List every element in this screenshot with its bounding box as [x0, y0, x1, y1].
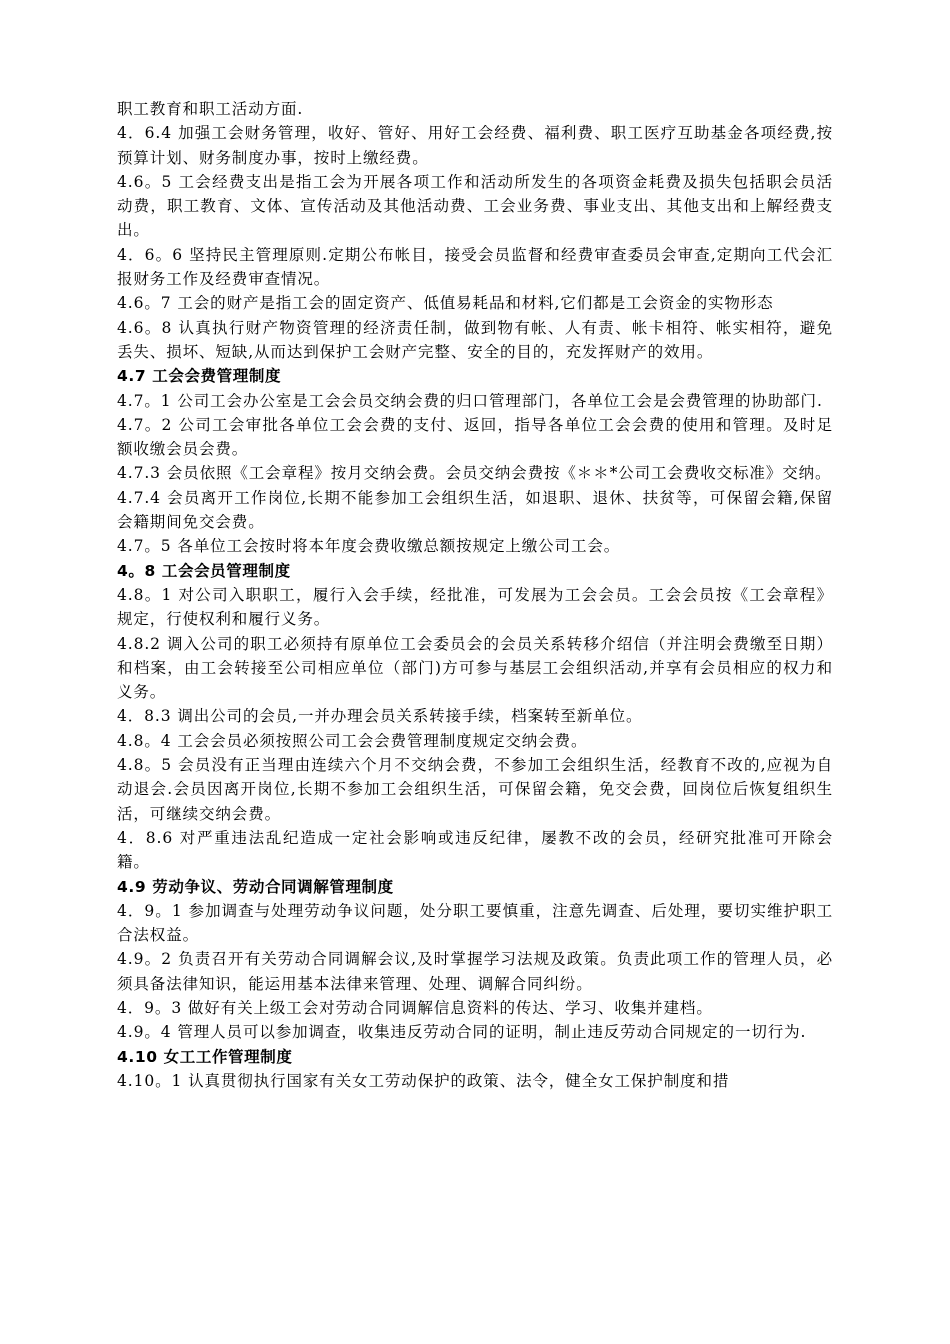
- paragraph-4-8-2: 4.8.2 调入公司的职工必须持有原单位工会委员会的会员关系转移介绍信（并注明会费缴至日期）和档案，由工会转接至公司相应单位（部门)方可参与基层工会组织活动,并享有会员相应的权力和义务。: [117, 634, 833, 702]
- paragraph-4-6-5: 4.6。5 工会经费支出是指工会为开展各项工作和活动所发生的各项资金耗费及损失包括职会员活动费，职工教育、文体、宣传活动及其他活动费、工会业务费、事业支出、其他支出和上解经费支出。: [117, 172, 833, 240]
- paragraph-4-9-1: 4．9。1 参加调查与处理劳动争议问题，处分职工要慎重，注意先调查、后处理，要切实维护职工合法权益。: [117, 901, 833, 945]
- paragraph-4-9-2: 4.9。2 负责召开有关劳动合同调解会议,及时掌握学习法规及政策。负责此项工作的管理人员，必须具备法律知识，能运用基本法律来管理、处理、调解合同纠纷。: [117, 950, 833, 993]
- section-heading-4-9: 4.9 劳动争议、劳动合同调解管理制度: [117, 877, 394, 896]
- section-heading-4-7: 4.7 工会会费管理制度: [117, 367, 282, 386]
- paragraph-4-8-1: 4.8。1 对公司入职职工，履行入会手续，经批准，可发展为工会会员。工会会员按《工会章程》规定，行使权利和履行义务。: [117, 585, 833, 629]
- paragraph-4-9-4: 4.9。4 管理人员可以参加调查，收集违反劳动合同的证明，制止违反劳动合同规定的一切行为.: [117, 1023, 807, 1042]
- paragraph-4-8-3: 4．8.3 调出公司的会员,一并办理会员关系转接手续，档案转至新单位。: [117, 707, 643, 726]
- paragraph-4-8-4: 4.8。4 工会会员必须按照公司工会会费管理制度规定交纳会费。: [117, 731, 588, 750]
- section-heading-4-8: 4。8 工会会员管理制度: [117, 561, 291, 580]
- paragraph-4-7-5: 4.7。5 各单位工会按时将本年度会费收缴总额按规定上缴公司工会。: [117, 537, 621, 556]
- document-page: [117, 97, 833, 1093]
- paragraph-edu-activities: 职工教育和职工活动方面.: [117, 100, 304, 118]
- paragraph-4-7-2: 4.7。2 公司工会审批各单位工会会费的支付、返回，指导各单位工会会费的使用和管理。及时足额收缴会员会费。: [117, 415, 833, 459]
- paragraph-4-6-7: 4.6。7 工会的财产是指工会的固定资产、低值易耗品和材料,它们都是工会资金的实物形态: [117, 294, 774, 313]
- paragraph-4-6-8: 4.6。8 认真执行财产物资管理的经济责任制，做到物有帐、人有责、帐卡相符、帐实相符，避免丢失、损坏、短缺,从而达到保护工会财产完整、安全的目的，充发挥财产的效用。: [117, 318, 833, 361]
- section-heading-4-10: 4.10 女工工作管理制度: [117, 1047, 293, 1066]
- paragraph-4-10-1: 4.10。1 认真贯彻执行国家有关女工劳动保护的政策、法令，健全女工保护制度和措: [117, 1071, 730, 1090]
- paragraph-4-8-5: 4.8。5 会员没有正当理由连续六个月不交纳会费，不参加工会组织生活，经教育不改的,应视为自动退会.会员因离开岗位,长期不参加工会组织生活，可保留会籍，免交会费，回岗位后恢复组织生活，可继续交纳会费。: [117, 756, 833, 823]
- paragraph-4-7-3: 4.7.3 会员依照《工会章程》按月交纳会费。会员交纳会费按《＊＊*公司工会费收交标准》交纳。: [117, 464, 832, 483]
- paragraph-4-6-6: 4．6。6 坚持民主管理原则.定期公布帐目，接受会员监督和经费审查委员会审查,定期向工代会汇报财务工作及经费审查情况。: [117, 245, 833, 289]
- paragraph-4-7-1: 4.7。1 公司工会办公室是工会会员交纳会费的归口管理部门，各单位工会是会费管理的协助部门.: [117, 391, 823, 410]
- paragraph-4-9-3: 4．9。3 做好有关上级工会对劳动合同调解信息资料的传达、学习、收集并建档。: [117, 998, 713, 1017]
- paragraph-4-8-6: 4．8.6 对严重违法乱纪造成一定社会影响或违反纪律，屡教不改的会员，经研究批准可开除会籍。: [117, 828, 833, 872]
- paragraph-4-6-4: 4．6.4 加强工会财务管理，收好、管好、用好工会经费、福利费、职工医疗互助基金各项经费,按预算计划、财务制度办事，按时上缴经费。: [117, 124, 833, 167]
- paragraph-4-7-4: 4.7.4 会员离开工作岗位,长期不能参加工会组织生活，如退职、退休、扶贫等，可保留会籍,保留会籍期间免交会费。: [117, 488, 833, 532]
